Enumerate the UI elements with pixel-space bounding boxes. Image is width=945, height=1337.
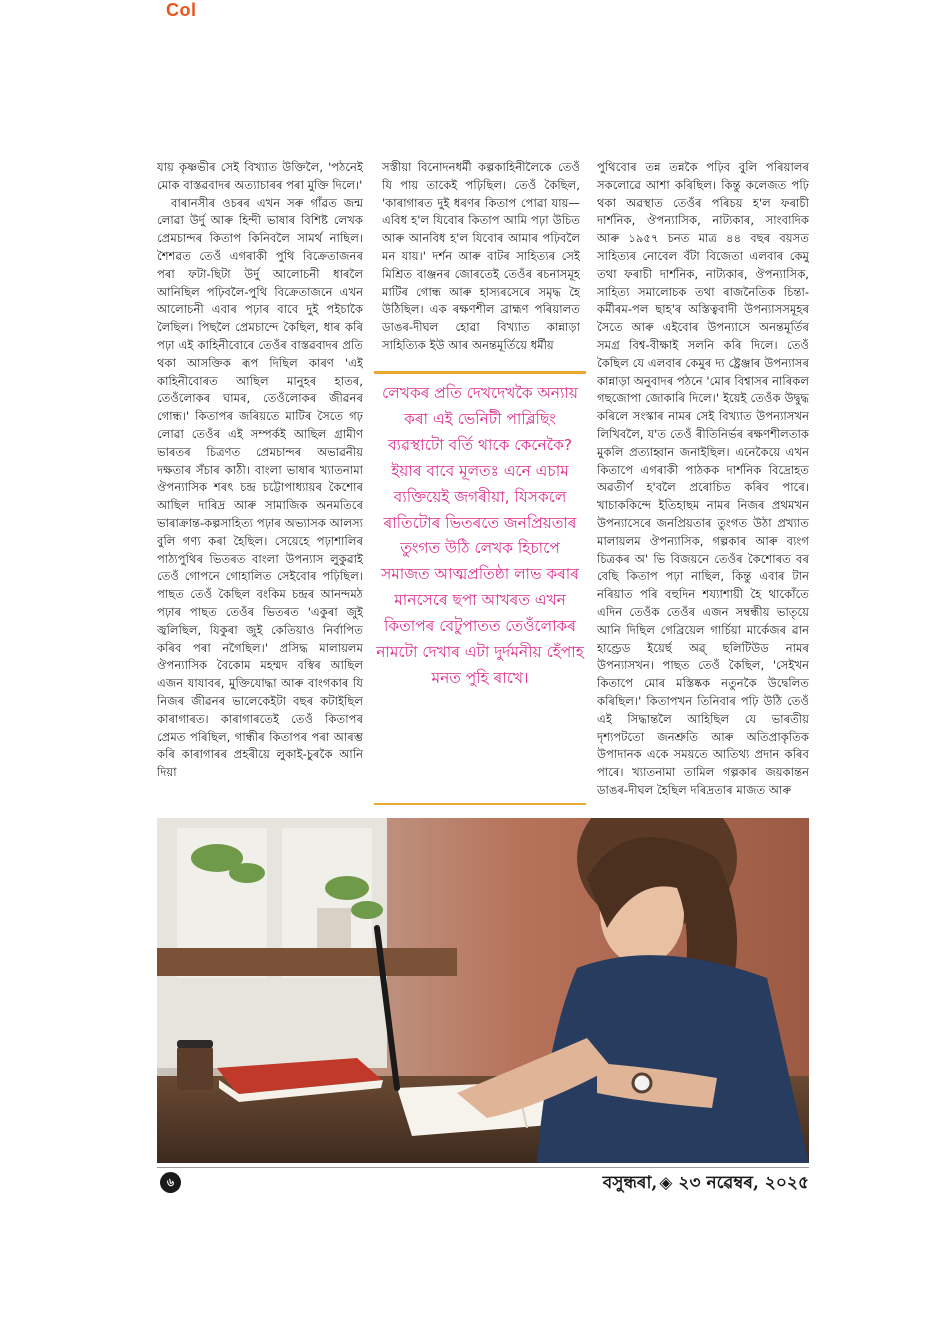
page-number: ৬ [160, 1172, 181, 1193]
paragraph: বাৰানসীৰ ওচৰৰ এখন সৰু গাঁৱত জন্ম লোৱা উৰ্দু আৰু হিন্দী ভাষাৰ বিশিষ্ট লেখক প্ৰেমচান্দৰ কিতাপ কিনিবলৈ সামৰ্থ নাছিল। শৈশৱত তেওঁ এগৰাকী পুথি বিক্ৰেতাজনৰ পৰা ফটা-ছিটা উৰ্দু আলোচনী ধাৰলৈ আনিছিল পঢ়িবলৈ-পুথি বিক্ৰেতাজনে এখন আলোচনী এবাৰ পঢ়াৰ বাবে দুই পইচাকৈ লৈছিল। পিছলৈ প্ৰেমচান্দে কৈছিল, ধাৰ কৰি পঢ়া এই কাহিনীবোৰে তেওঁৰ বাস্তৱবাদৰ প্ৰতি থকা আসক্তিক ৰূপ দিছিল কাৰণ 'এই কাহিনীবোৰত আছিল মানুহৰ হাতৰ, তেওঁলোকৰ ঘামৰ, তেওঁলোকৰ জীৱনৰ গোন্ধ।' কিতাপৰ জৰিয়তে মাটিৰ সৈতে গঢ় লোৱা তেওঁৰ এই সম্পৰ্কই আছিল গ্ৰামীণ ভাৰতৰ চিত্ৰণত প্ৰেমচান্দৰ অভাৱনীয় দক্ষতাৰ সঁচাৰ কাঠী। বাংলা ভাষাৰ খ্যাতনামা ঔপন্যাসিক শৰৎ চন্দ্ৰ চট্টোপাধ্যায়ৰ কৈশোৰ আছিল দাৰিদ্ৰ আৰু সামাজিক অনমতিৰে ভাৰাক্ৰান্ত-কল্পসাহিত্য পঢ়াৰ অভ্যাসক আলস্য বুলি গণ্য কৰা হৈছিল। সেয়েহে পঢ়াশালিৰ পাঠ্যপুথিৰ ভিতৰত বাংলা উপন্যাস লুকুৱাই তেওঁ গোপনে গোহালিত সেইবোৰ পঢ়িছিল। পাছত তেওঁ কৈছিল বংকিম চন্দ্ৰৰ আনন্দমঠ পঢ়াৰ পাছত তেওঁৰ ভিতৰত 'একুৰা জুই জ্বলিছিল, যিকুৰা জুই কেতিয়াও নিৰ্বাপিত কৰিব পৰা নগৈছিল।' প্ৰসিদ্ধ মালায়লম ঔপন্যাসিক বৈকোম মহম্মদ বস্বিৰ আছিল এজন যাযাবৰ, মুক্তিযোদ্ধা আৰু বাংগকাৰ যি নিজৰ জীৱনৰ ভালেকেইটা বছৰ কটাইছিল কাৰাগাৰত। কাৰাগাৰতেই তেওঁ কিতাপৰ প্ৰেমত পৰিছিল, গান্ধীৰ কিতাপৰ পৰা আৰম্ভ কৰি কাৰাগাৰৰ প্ৰহৰীয়ে লুকাই-চুৰকৈ আনি দিয়া [157, 195, 363, 780]
section-tag: Col [166, 0, 197, 20]
footer-publication [603, 1170, 809, 1198]
article-column-2 [382, 159, 580, 372]
pull-quote-top-rule [374, 371, 586, 374]
paragraph: সস্তীয়া বিনোদনধৰ্মী কল্পকাহিনীলৈকে তেওঁ যি পায় তাকেই পঢ়িছিল। তেওঁ কৈছিল, 'কাৰাগাৰত দুই ধৰণৰ কিতাপ পোৱা যায়—এবিধ হ'ল যিবোৰ কিতাপ আমি পঢ়া উচিত আৰু আনবিধ হ'ল যিবোৰ আমাৰ পঢ়িবলৈ মন যায়।' দৰ্শন আৰু বাটৰ সাহিত্যৰ সেই মিশ্ৰিত বাঞ্জনৰ জোৰতেই তেওঁৰ ৰচনাসমূহ মাটিৰ গোন্ধ আৰু হাস্যৰসেৰে সমৃদ্ধ হৈ উঠিছিল। এক ৰক্ষণশীল ব্ৰাহ্মণ পৰিয়ালত ডাঙৰ-দীঘল হোৱা বিখ্যাত কান্নাড়া সাহিত্যিক ইউ আৰ অনন্তমূৰ্তিয়ে ধৰ্মীয় [382, 160, 580, 352]
pull-quote: লেখকৰ প্ৰতি দেখদেখকৈ অন্যায় কৰা এই ভেনিটী পাব্লিছিং ব্যৱস্থাটো বৰ্তি থাকে কেনেকৈ? ইয়াৰ বাবে মূলতঃ এনে এচাম ব্যক্তিয়েই জগৰীয়া, যিসকলে ৰাতিটোৰ ভিতৰতে জনপ্ৰিয়তাৰ তুংগত উঠি লেখক হিচাপে সমাজত আত্মপ্ৰতিষ্ঠা লাভ কৰাৰ মানসেৰে ছপা আখৰত এখন কিতাপৰ বেটুপাতত তেওঁলোকৰ নামটো দেখাৰ এটা দুৰ্দমনীয় হেঁপাহ মনত পুহি ৰাখে। [376, 384, 584, 687]
paragraph: যায় কৃষ্ণভীৰ সেই বিখ্যাত উক্তিলৈ, 'পঠনেই মোক বাস্তৱবাদৰ অত্যাচাৰৰ পৰা মুক্তি দিলে।' [157, 160, 363, 192]
footer-rule [157, 1167, 809, 1168]
paragraph: পুথিবোৰ তন্ন তন্নকৈ পঢ়িব বুলি পৰিয়ালৰ সকলোৱে আশা কৰিছিল। কিন্তু কলেজত পঢ়ি থকা অৱস্থাত তেওঁৰ পৰিচয় হ'ল ফৰাচী দাৰ্শনিক, ঔপন্যাসিক, নাট্যকাৰ, সাংবাদিক আৰু ১৯৫৭ চনত মাত্ৰ ৪৪ বছৰ বয়সত সাহিত্যৰ নোবেল বঁটা বিজেতা এলবাৰ কেমু তথা ফৰাচী দাৰ্শনিক, নাট্যকাৰ, ঔপন্যাসিক, সাহিত্য সমালোচক তথা ৰাজনৈতিক চিন্তা-কৰ্মীৰম-পল ছাহ'ৰ অস্তিত্ববাদী উপন্যাসসমূহৰ সৈতে আৰু এইবোৰ উপন্যাসে অনন্তমূৰ্তিৰ সমগ্ৰ বিশ্ব-বীক্ষাই সলনি কৰি দিলে। তেওঁ কৈছিল যে এলবাৰ কেমুৰ দ্য ষ্ট্ৰেঞ্জাৰ উপন্যাসৰ কান্নাড়া অনুবাদৰ পঠনে 'মোৰ বিশ্বাসৰ নাৰিকল গছজোপা জোকাৰি দিলে।' ইয়েই তেওঁক উদ্বুদ্ধ কৰিলে সংস্কাৰ নামৰ সেই বিখ্যাত উপন্যাসখন লিখিবলৈ, য'ত তেওঁ ৰীতিনিৰ্ভৰ ৰক্ষণশীলতাক মুকলি প্ৰত্যাহ্বান জনাইছিল। এনেকৈয়ে এখন কিতাপে এগৰাকী পাঠকক দাৰ্শনিক বিদ্ৰোহত অৱতীৰ্ণ হ'বলৈ প্ৰৰোচিত কৰিব পাৰে। খাচাককিন্দে ইতিহাছম নামৰ নিজৰ প্ৰথমখন উপন্যাসেৰে জনপ্ৰিয়তাৰ তুংগত উঠা প্ৰখ্যাত মালায়লম ঔপন্যাসিক, গল্পকাৰ আৰু ব্যংগ চিত্ৰকৰ অ' ভি বিজয়নে তেওঁৰ কৈশোৰত বৰ বেছি কিতাপ পঢ়া নাছিল, কিন্তু এবাৰ টান নৰিয়াত পৰি বহুদিন শয্যাশায়ী হৈ থাকোঁতে এদিন তেওঁক তেওঁৰ এজন সম্বন্ধীয় ভাতৃয়ে আনি দিছিল গেব্ৰিয়েল গাৰ্চিয়া মাৰ্কেজৰ ৱান হাণ্ড্ৰেড ইয়েৰ্ছ অৱ্ ছলিটিউড নামৰ উপন্যাসখন। পাছত তেওঁ কৈছিল, 'সেইখন কিতাপে মোৰ মস্তিষ্কক নতুনকৈ উদ্বেলিত কৰিছিল।' কিতাপখন তিনিবাৰ পঢ়ি উঠি তেওঁ এই সিদ্ধান্তলৈ আহিছিল যে ভাৰতীয় দৃশ্যপটতো জনশ্ৰুতি আৰু অতিপ্ৰাকৃতিক উপাদানক একে সময়তে আতিথ্য প্ৰদান কৰিব পাৰে। খ্যাতনামা তামিল গল্পকাৰ জয়কান্তন ডাঙৰ-দীঘল হৈছিল দৰিদ্ৰতাৰ মাজত আৰু [597, 160, 809, 797]
article-column-1 [157, 159, 363, 809]
photo-woman-writing [157, 818, 809, 1163]
issue-date: ২৩ নৱেম্বৰ, ২০২৫ [678, 1173, 809, 1193]
article-column-3 [597, 159, 809, 814]
publication-name: বসুন্ধৰা, [602, 1173, 658, 1193]
date-marker-icon: ◈ [659, 1173, 673, 1193]
pull-quote-bottom-rule [374, 803, 586, 805]
